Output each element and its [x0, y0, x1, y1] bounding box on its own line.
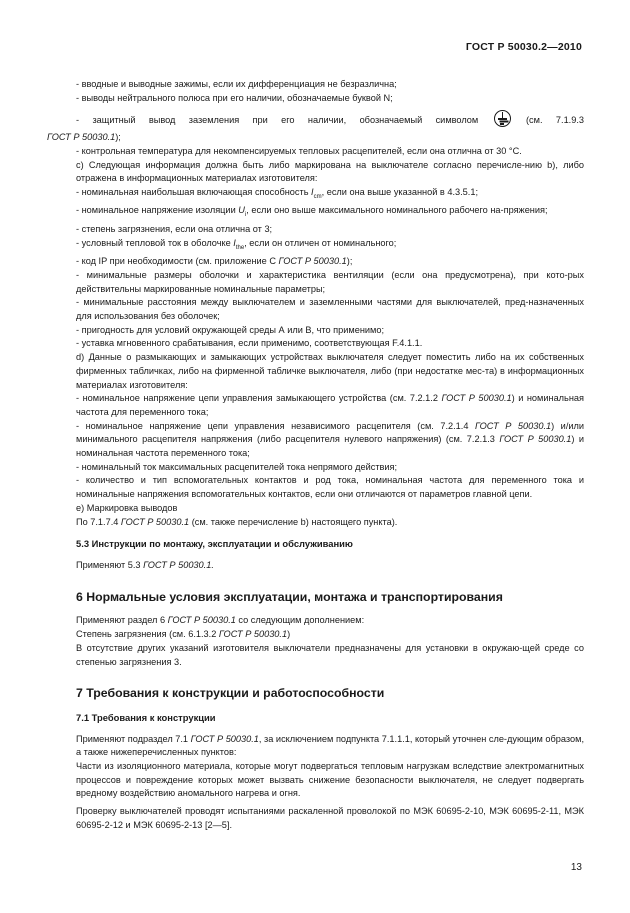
paragraph — [76, 159, 584, 186]
symbol-subscript: i — [244, 212, 247, 219]
section-heading: 5.3 Инструкции по монтажу, эксплуатации и обслуживанию — [76, 538, 353, 550]
text: - контрольная температура для некомпенсируемых тепловых расцепителей, если она отлична от 30 °С. — [76, 145, 522, 156]
list-item — [76, 296, 584, 323]
text: - выводы нейтрального полюса при его наличии, обозначаемые буквой N; — [76, 92, 393, 103]
paragraph — [76, 516, 584, 530]
text: , за исключением подпункта 7.1.1.1, который уточнен сле-дующим образом, а также нижеперечисленных пунктов: — [76, 733, 584, 758]
text: - минимальные размеры оболочки и характеристика вентиляции (если она предусмотрена), при кото-рых действительны маркированные номинальные параметры; — [76, 269, 584, 294]
list-item — [76, 392, 584, 419]
standard-reference: ГОСТ Р 50030.1 — [441, 393, 512, 404]
text: - номинальный ток максимальных расцепителей тока непрямого действия; — [76, 461, 398, 472]
text: - номинальное напряжение цепи управления независимого расцепителя (см. 7.2.1.4 — [76, 420, 475, 431]
standard-reference: ГОСТ Р 50030.1. — [143, 559, 214, 570]
list-item — [76, 78, 584, 92]
symbol: I — [311, 186, 314, 197]
standard-reference: ГОСТ Р 50030.1 — [120, 516, 190, 527]
list-item-continuation — [47, 131, 584, 145]
text: ) и номинальная частота переменного тока; — [76, 434, 584, 459]
symbol-subscript: the — [235, 244, 245, 251]
text: Проверку выключателей проводят испытаниями раскаленной проволокой по МЭК 60695-2-10, МЭК 60695-2-11, МЭК 60695-2-12 и МЭК 60695-2-13 [2—5]. — [76, 806, 584, 830]
text: , если она выше указанной в 4.3.5.1; — [321, 186, 478, 197]
list-item — [76, 223, 584, 237]
text: ) и номинальная частота для переменного тока; — [76, 393, 584, 417]
text: Степень загрязнения (см. 6.1.3.2 — [76, 629, 219, 640]
text: (см. 7.1.9.3 — [526, 115, 585, 126]
text: - минимальные расстояния между выключателем и заземленными частями для выключателей, пред-назначенных для использования без оболочек; — [76, 297, 584, 322]
list-item — [76, 237, 584, 256]
list-item — [76, 474, 584, 501]
text: Применяют подраздел 7.1 — [76, 733, 191, 744]
text: Применяют раздел 6 — [76, 615, 168, 626]
text: ); — [115, 132, 121, 143]
text: - номинальное напряжение изоляции — [76, 205, 239, 216]
text: - код IP при необходимости (см. приложение С — [76, 256, 279, 267]
text: , если оно выше максимального номинального рабочего на-пряжения; — [246, 205, 548, 216]
list-item — [76, 114, 584, 128]
paragraph — [76, 614, 584, 628]
text: В отсутствие других указаний изготовителя выключатели предназначены для установки в окружаю-щей среде со степенью загрязнения 3. — [76, 642, 584, 667]
list-item — [76, 324, 584, 338]
section-heading: 7 Требования к конструкции и работоспособности — [76, 686, 385, 701]
document-id-header: ГОСТ Р 50030.2—2010 — [465, 41, 582, 53]
text: По 7.1.7.4 — [76, 516, 121, 527]
text: d) Данные о размыкающих и замыкающих устройствах выключателя следует поместить либо на их собственных фирменных табличках, либо на фирменной табличке выключателя, либо (при недостатке мес-та) в информационных материалах изготовителя: — [76, 352, 584, 390]
text: ); — [346, 256, 353, 267]
text: - защитный вывод заземления при его наличии, обозначаемый символом — [76, 115, 479, 126]
standard-reference: ГОСТ Р 50030.1 — [47, 132, 116, 143]
list-item — [76, 204, 584, 223]
section-heading: 6 Нормальные условия эксплуатации, монтажа и транспортирования — [76, 589, 503, 604]
list-item — [76, 269, 584, 296]
symbol: I — [233, 237, 236, 248]
list-item — [76, 255, 584, 269]
list-item — [76, 337, 584, 351]
paragraph — [76, 760, 584, 801]
subsection-heading: 7.1 Требования к конструкции — [76, 711, 216, 723]
standard-reference: ГОСТ Р 50030.1 — [278, 256, 347, 267]
text: е) Маркировка выводов — [76, 502, 178, 513]
text: - вводные и выводные зажимы, если их дифференциация не безразлична; — [76, 79, 397, 89]
paragraph — [76, 805, 584, 832]
paragraph — [76, 628, 584, 642]
paragraph — [76, 351, 584, 392]
text: Применяют 5.3 — [76, 559, 144, 570]
text: с) Следующая информация должна быть либо маркирована на выключателе согласно перечисле-нию b), либо отражена в информационных материалах изготовителя: — [76, 159, 584, 184]
symbol: U — [238, 205, 245, 216]
text: ) и/или минимального расцепителя напряжения (либо расцепителя нулевого напряжения) (см. 7.2.1.3 — [76, 420, 584, 445]
standard-reference: ГОСТ Р 50030.1 — [474, 420, 552, 431]
symbol-subscript: cm — [313, 193, 322, 200]
paragraph — [76, 733, 584, 760]
paragraph — [76, 502, 584, 516]
text: - номинальное напряжение цепи управления замыкающего устройства (см. 7.2.1.2 — [76, 393, 442, 404]
standard-reference: ГОСТ Р 50030.1 — [218, 629, 288, 640]
list-item — [76, 420, 584, 461]
text: - номинальная наибольшая включающая способность — [76, 186, 312, 197]
text: , если он отличен от номинального; — [244, 237, 397, 248]
paragraph — [76, 559, 584, 573]
page-body — [47, 78, 585, 833]
text: со следующим дополнением: — [235, 615, 365, 626]
list-item — [76, 92, 584, 106]
paragraph — [76, 642, 584, 669]
standard-reference: ГОСТ Р 50030.1 — [167, 615, 236, 626]
text: - уставка мгновенного срабатывания, если применимо, соответствующая F.4.1.1. — [76, 338, 423, 349]
list-item — [76, 145, 584, 159]
text: - степень загрязнения, если она отлична от 3; — [76, 223, 273, 234]
standard-reference: ГОСТ Р 50030.1 — [499, 434, 572, 445]
text: (см. также перечисление b) настоящего пункта). — [189, 516, 398, 527]
text: - количество и тип вспомогательных контактов и род тока, номинальная частота для переменного тока и номинальные напряжения вспомогательных контактов, если они отличаются от параметров главной цепи. — [76, 475, 584, 500]
text: ) — [287, 629, 291, 640]
protective-earth-symbol-icon — [494, 110, 511, 127]
list-item — [76, 186, 584, 205]
standard-reference: ГОСТ Р 50030.1 — [190, 733, 259, 744]
text: Части из изоляционного материала, которые могут подвергаться тепловым нагрузкам вследствие электромагнитных процессов и повреждение которых может вызвать снижение безопасности выключателя, не следует подвергать вредному воздействию аномального нагрева и огня. — [76, 761, 584, 799]
list-item — [76, 461, 584, 475]
page-number: 13 — [570, 862, 582, 873]
text: - условный тепловой ток в оболочке — [76, 237, 234, 248]
text: - пригодность для условий окружающей среды А или В, что применимо; — [76, 324, 385, 335]
